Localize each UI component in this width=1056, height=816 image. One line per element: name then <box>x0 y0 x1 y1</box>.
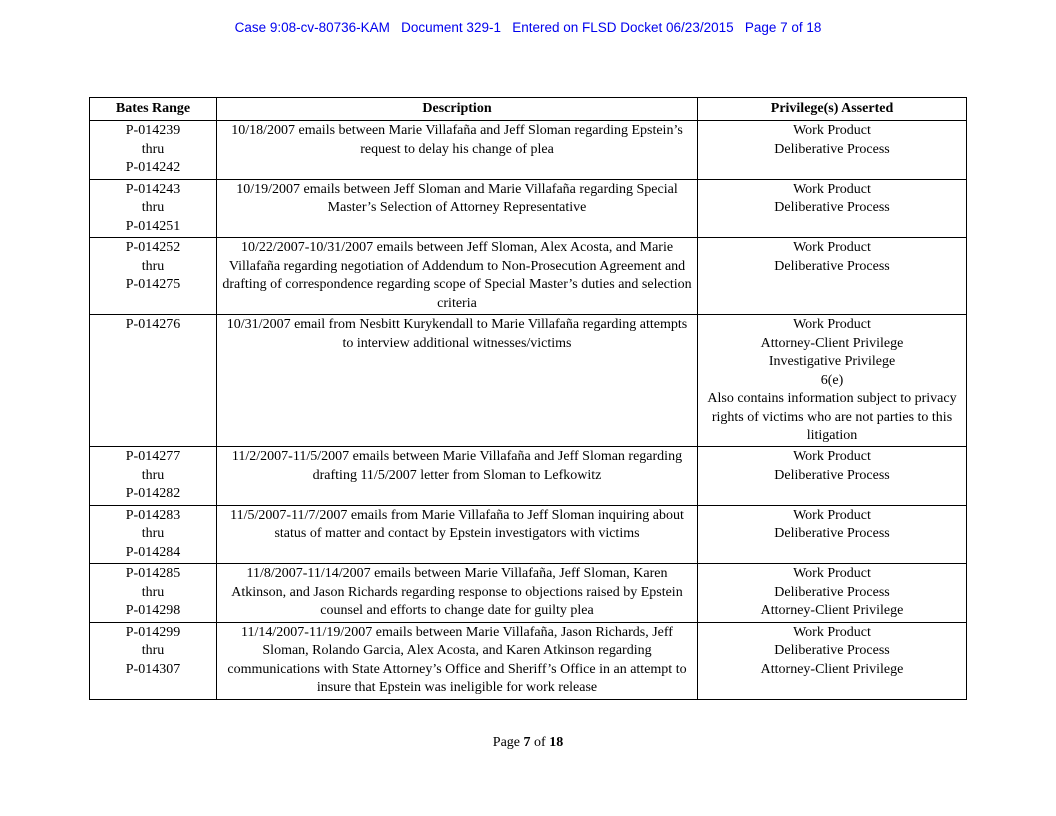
bates-line: P-014251 <box>125 218 181 234</box>
bates-line: P-014283 <box>125 507 181 523</box>
bates-cell <box>90 315 217 447</box>
privilege-line: Work Product <box>793 181 871 197</box>
privilege-line: Work Product <box>793 123 871 139</box>
privilege-cell <box>698 622 967 699</box>
footer-page-number: 7 <box>523 735 531 750</box>
description-cell: 10/19/2007 emails between Jeff Sloman and Marie Villafaña regarding Special Master’s Selection of Attorney Representative <box>217 179 698 237</box>
privilege-line: Deliberative Process <box>774 258 890 274</box>
bates-cell <box>90 447 217 505</box>
bates-line: P-014239 <box>125 123 181 139</box>
table-row <box>90 238 967 315</box>
privilege-line: Attorney-Client Privilege <box>760 603 904 619</box>
footer-separator: of <box>530 735 550 750</box>
bates-cell <box>90 505 217 563</box>
privilege-line: 6(e) <box>820 372 844 388</box>
bates-line: P-014284 <box>125 544 181 560</box>
privilege-line: Work Product <box>793 507 871 523</box>
privilege-line: Deliberative Process <box>774 643 890 659</box>
table-row <box>90 447 967 505</box>
bates-line: P-014285 <box>125 566 181 582</box>
privilege-line: Deliberative Process <box>774 467 890 483</box>
column-header-bates-range: Bates Range <box>90 98 217 121</box>
bates-line: thru <box>141 258 165 274</box>
privilege-line: Work Product <box>793 566 871 582</box>
privilege-cell <box>698 121 967 179</box>
description-cell: 11/5/2007-11/7/2007 emails from Marie Villafaña to Jeff Sloman inquiring about status of matter and contact by Epstein investigators with victims <box>217 505 698 563</box>
description-cell: 10/31/2007 email from Nesbitt Kurykendall to Marie Villafaña regarding attempts to interview additional witnesses/victims <box>217 315 698 447</box>
page-footer <box>0 735 1056 751</box>
table-row <box>90 564 967 622</box>
bates-line: P-014299 <box>125 624 181 640</box>
bates-line: P-014242 <box>125 160 181 176</box>
description-cell: 11/2/2007-11/5/2007 emails between Marie Villafaña and Jeff Sloman regarding drafting 11/5/2007 letter from Sloman to Lefkowitz <box>217 447 698 505</box>
privilege-line: Deliberative Process <box>774 141 890 157</box>
table-row <box>90 179 967 237</box>
bates-line: P-014276 <box>125 317 181 333</box>
table-row <box>90 121 967 179</box>
header-row <box>90 98 967 121</box>
privilege-cell <box>698 179 967 237</box>
description-cell: 10/22/2007-10/31/2007 emails between Jeff Sloman, Alex Acosta, and Marie Villafaña regarding negotiation of Addendum to Non-Prosecution Agreement and drafting of correspondence regarding scope of Special Master’s duties and selection criteria <box>217 238 698 315</box>
privilege-line: Deliberative Process <box>774 526 890 542</box>
bates-line: P-014282 <box>125 486 181 502</box>
table-row <box>90 315 967 447</box>
bates-cell <box>90 622 217 699</box>
table-row <box>90 505 967 563</box>
privilege-line: Work Product <box>793 449 871 465</box>
privilege-cell <box>698 238 967 315</box>
footer-total-pages: 18 <box>549 735 564 750</box>
bates-line: thru <box>141 467 165 483</box>
bates-line: thru <box>141 584 165 600</box>
column-header-description: Description <box>217 98 698 121</box>
description-cell: 10/18/2007 emails between Marie Villafaña and Jeff Sloman regarding Epstein’s request to delay his change of plea <box>217 121 698 179</box>
privilege-line: Deliberative Process <box>774 200 890 216</box>
bates-cell <box>90 179 217 237</box>
privilege-line: Investigative Privilege <box>768 354 896 370</box>
bates-line: P-014275 <box>125 277 181 293</box>
privilege-cell <box>698 315 967 447</box>
bates-line: P-014252 <box>125 240 181 256</box>
privilege-line: Work Product <box>793 240 871 256</box>
bates-cell <box>90 121 217 179</box>
privilege-line: Attorney-Client Privilege <box>760 335 904 351</box>
bates-line: thru <box>141 200 165 216</box>
bates-line: thru <box>141 643 165 659</box>
description-cell: 11/14/2007-11/19/2007 emails between Marie Villafaña, Jason Richards, Jeff Sloman, Rolando Garcia, Alex Acosta, and Karen Atkinson regarding communications with State Attorney’s Office and Sheriff’s Office in an attempt to insure that Epstein was ineligible for work release <box>217 622 698 699</box>
bates-cell <box>90 564 217 622</box>
footer-prefix: Page <box>492 735 524 750</box>
privilege-line: Attorney-Client Privilege <box>760 661 904 677</box>
description-cell: 11/8/2007-11/14/2007 emails between Marie Villafaña, Jeff Sloman, Karen Atkinson, and Jason Richards regarding response to objections raised by Epstein counsel and efforts to change date for guilty plea <box>217 564 698 622</box>
bates-line: P-014307 <box>125 661 181 677</box>
privilege-line: Deliberative Process <box>774 584 890 600</box>
privilege-cell <box>698 447 967 505</box>
docket-stamp: Case 9:08-cv-80736-KAM Document 329-1 Entered on FLSD Docket 06/23/2015 Page 7 of 18 <box>234 20 822 35</box>
bates-line: P-014298 <box>125 603 181 619</box>
bates-line: thru <box>141 141 165 157</box>
privilege-line: Also contains information subject to privacy rights of victims who are not parties to this litigation <box>707 391 957 443</box>
column-header-privileges: Privilege(s) Asserted <box>698 98 967 121</box>
table-row <box>90 622 967 699</box>
privilege-line: Work Product <box>793 317 871 333</box>
bates-cell <box>90 238 217 315</box>
privilege-line: Work Product <box>793 624 871 640</box>
bates-line: thru <box>141 526 165 542</box>
bates-line: P-014243 <box>125 181 181 197</box>
privilege-log-table <box>89 97 967 700</box>
privilege-cell <box>698 564 967 622</box>
bates-line: P-014277 <box>125 449 181 465</box>
privilege-cell <box>698 505 967 563</box>
